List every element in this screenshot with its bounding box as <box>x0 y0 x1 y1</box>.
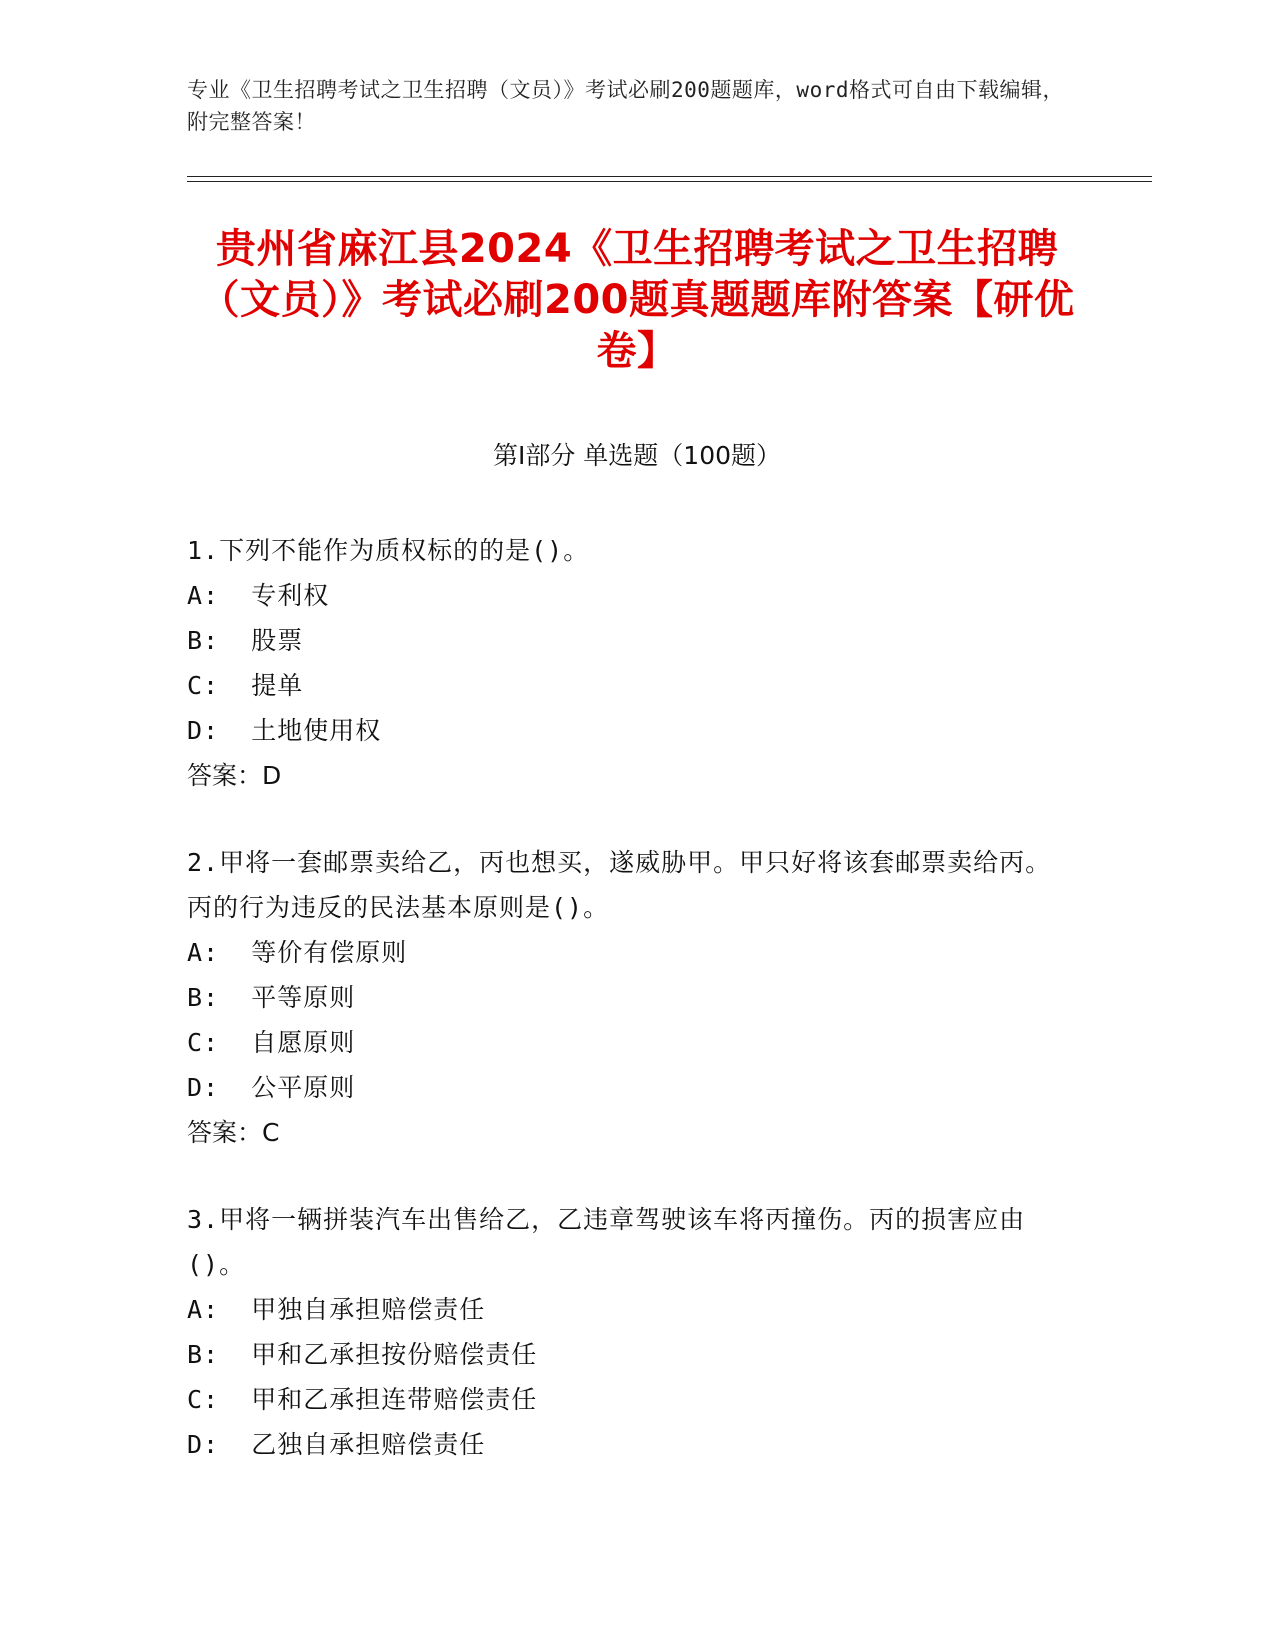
option-d: D: 乙独自承担赔偿责任 <box>187 1430 486 1459</box>
header-rule-top <box>187 176 1152 177</box>
option-a: A: 专利权 <box>187 581 330 610</box>
question-list <box>187 528 1067 1509</box>
option-c: C: 提单 <box>187 671 304 700</box>
question-3 <box>187 1197 1067 1467</box>
question-stem: 3.甲将一辆拼装汽车出售给乙，乙违章驾驶该车将丙撞伤。丙的损害应由()。 <box>187 1205 1026 1279</box>
answer: 答案：D <box>187 761 282 790</box>
option-a: A: 等价有偿原则 <box>187 938 408 967</box>
option-b: B: 股票 <box>187 626 304 655</box>
question-stem: 1.下列不能作为质权标的的是()。 <box>187 536 590 565</box>
section-title: 第Ⅰ部分 单选题（100题） <box>492 441 782 470</box>
question-2 <box>187 840 1067 1155</box>
header-rule-bottom <box>187 181 1152 182</box>
question-stem: 2.甲将一套邮票卖给乙，丙也想买，遂威胁甲。甲只好将该套邮票卖给丙。丙的行为违反的民法基本原则是()。 <box>187 848 1052 922</box>
option-d: D: 土地使用权 <box>187 716 382 745</box>
option-a: A: 甲独自承担赔偿责任 <box>187 1295 486 1324</box>
option-c: C: 甲和乙承担连带赔偿责任 <box>187 1385 538 1414</box>
option-c: C: 自愿原则 <box>187 1028 356 1057</box>
header-note: 专业《卫生招聘考试之卫生招聘（文员）》考试必刷200题题库，word格式可自由下载编辑，附完整答案！ <box>187 78 1064 134</box>
option-d: D: 公平原则 <box>187 1073 356 1102</box>
option-b: B: 平等原则 <box>187 983 356 1012</box>
option-b: B: 甲和乙承担按份赔偿责任 <box>187 1340 538 1369</box>
question-1 <box>187 528 1067 798</box>
answer: 答案：C <box>187 1118 280 1147</box>
document-title: 贵州省麻江县2024《卫生招聘考试之卫生招聘（文员）》考试必刷200题真题题库附答案【研优卷】 <box>199 226 1075 374</box>
